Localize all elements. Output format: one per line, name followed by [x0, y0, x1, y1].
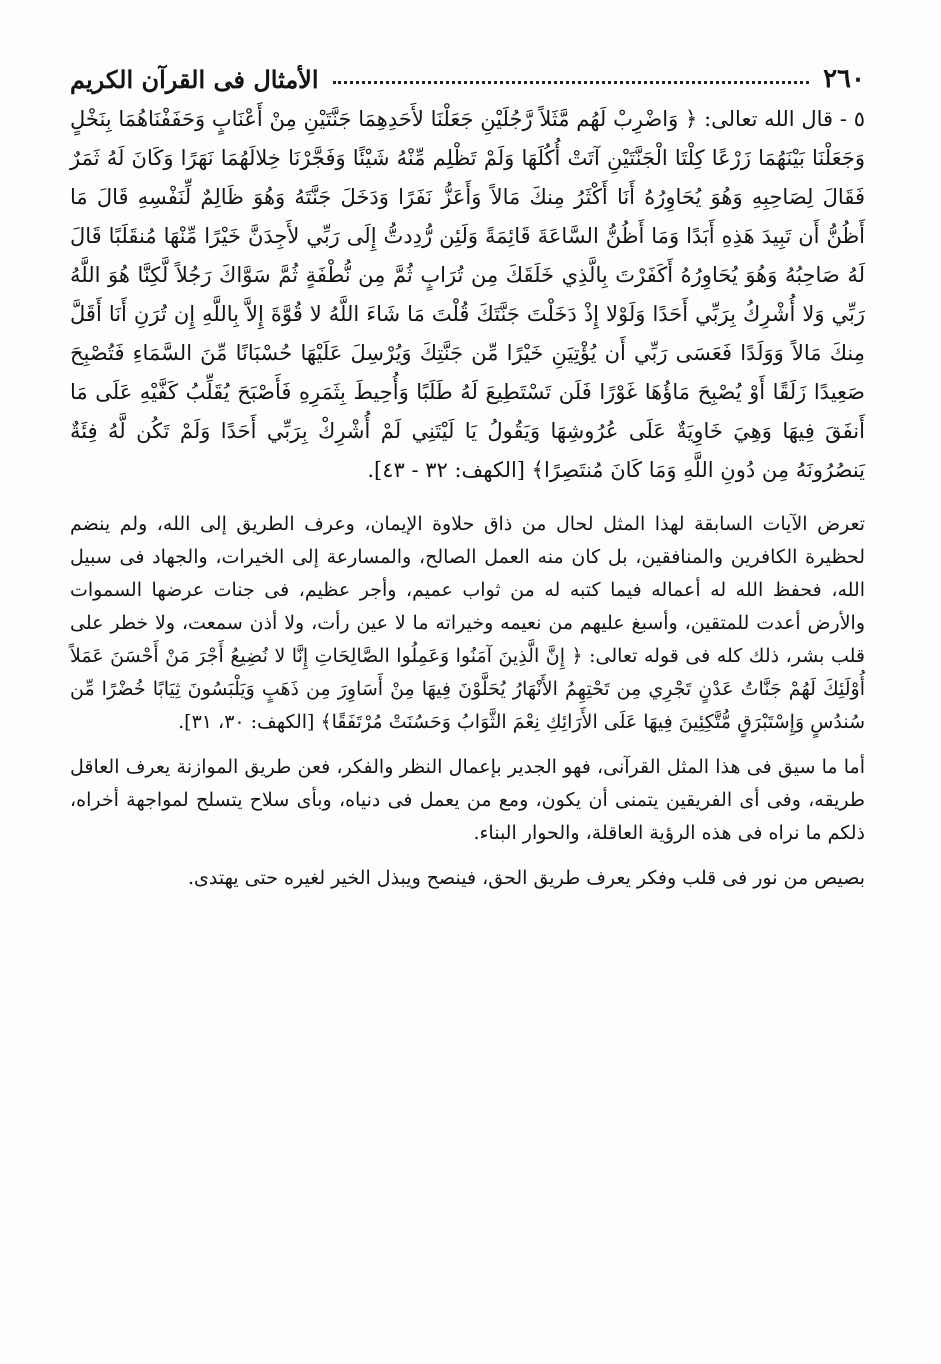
- header-dotted-leader: [333, 81, 810, 84]
- page-number: ٢٦٠: [823, 64, 865, 94]
- running-header: [70, 50, 865, 94]
- quran-verse-block: ٥ - قال الله تعالى: ﴿ وَاضْرِبْ لَهُم مَّثَلاً رَّجُلَيْنِ جَعَلْنَا لأَحَدِهِمَا جَنَّتَيْنِ مِنْ أَعْنَابٍ وَحَفَفْنَاهُمَا بِنَخْلٍ وَجَعَلْنَا بَيْنَهُمَا زَرْعًا كِلْتَا الْجَنَّتَيْنِ آتَتْ أُكُلَهَا وَلَمْ تَظْلِم مِّنْهُ شَيْئًا وَفَجَّرْنَا خِلالَهُمَا نَهَرًا وَكَانَ لَهُ ثَمَرٌ فَقَالَ لِصَاحِبِهِ وَهُوَ يُحَاوِرُهُ أَنَا أَكْثَرُ مِنكَ مَالاً وَأَعَزُّ نَفَرًا وَدَخَلَ جَنَّتَهُ وَهُوَ ظَالِمٌ لِّنَفْسِهِ قَالَ مَا أَظُنُّ أَن تَبِيدَ هَذِهِ أَبَدًا وَمَا أَظُنُّ السَّاعَةَ قَائِمَةً وَلَئِن رُّدِدتُّ إِلَى رَبِّي لأَجِدَنَّ خَيْرًا مِّنْهَا مُنقَلَبًا قَالَ لَهُ صَاحِبُهُ وَهُوَ يُحَاوِرُهُ أَكَفَرْتَ بِالَّذِي خَلَقَكَ مِن تُرَابٍ ثُمَّ مِن نُّطْفَةٍ ثُمَّ سَوَّاكَ رَجُلاً لَّكِنَّا هُوَ اللَّهُ رَبِّي وَلا أُشْرِكُ بِرَبِّي أَحَدًا وَلَوْلا إِذْ دَخَلْتَ جَنَّتَكَ قُلْتَ مَا شَاءَ اللَّهُ لا قُوَّةَ إِلاَّ بِاللَّهِ إِن تُرَنِ أَنَا أَقَلَّ مِنكَ مَالاً وَوَلَدًا فَعَسَى رَبِّي أَن يُؤْتِيَنِ خَيْرًا مِّن جَنَّتِكَ وَيُرْسِلَ عَلَيْهَا حُسْبَانًا مِّنَ السَّمَاءِ فَتُصْبِحَ صَعِيدًا زَلَقًا أَوْ يُصْبِحَ مَاؤُهَا غَوْرًا فَلَن تَسْتَطِيعَ لَهُ طَلَبًا وَأُحِيطَ بِثَمَرِهِ فَأَصْبَحَ يُقَلِّبُ كَفَّيْهِ عَلَى مَا أَنفَقَ فِيهَا وَهِيَ خَاوِيَةٌ عَلَى عُرُوشِهَا وَيَقُولُ يَا لَيْتَنِي لَمْ أُشْرِكْ بِرَبِّي أَحَدًا وَلَمْ تَكُن لَّهُ فِئَةٌ يَنصُرُونَهُ مِن دُونِ اللَّهِ وَمَا كَانَ مُنتَصِرًا﴾ [الكهف: ٣٢ - ٤٣].: [70, 107, 865, 482]
- book-title: الأمثال فى القرآن الكريم: [70, 65, 319, 94]
- commentary-paragraph-2: أما ما سيق فى هذا المثل القرآنى، فهو الجدير بإعمال النظر والفكر، فعن طريق الموازنة يعرف العاقل طريقه، وفى أى الفريقين يتمنى أن يكون، ومع من يعمل فى دنياه، وبأى سلاح يتسلح لمواجهة أخراه، ذلكم ما نراه فى هذه الرؤية العاقلة، والحوار البناء.: [70, 756, 865, 844]
- commentary-paragraph-3: بصيص من نور فى قلب وفكر يعرف طريق الحق، فينصح ويبذل الخير لغيره حتى يهتدى.: [187, 867, 865, 889]
- commentary-paragraph-1: تعرض الآيات السابقة لهذا المثل لحال من ذاق حلاوة الإيمان، وعرف الطريق إلى الله، ولم ينضم لحظيرة الكافرين والمنافقين، بل كان منه العمل الصالح، والمسارعة إلى الخيرات، والجهاد فى سبيل الله، فحفظ الله له أعماله فيما كتبه له من ثواب عميم، وأجر عظيم، فى جنات عرضها السموات والأرض أعدت للمتقين، وأسبغ عليهم من نعيمه وخيراته ما لا عين رأت، ولا أذن سمعت، ولا خطر على قلب بشر، ذلك كله فى قوله تعالى: ﴿ إِنَّ الَّذِينَ آمَنُوا وَعَمِلُوا الصَّالِحَاتِ إِنَّا لا نُضِيعُ أَجْرَ مَنْ أَحْسَنَ عَمَلاً أُوْلَئِكَ لَهُمْ جَنَّاتُ عَدْنٍ تَجْرِي مِن تَحْتِهِمُ الأَنْهَارُ يُحَلَّوْنَ فِيهَا مِنْ أَسَاوِرَ مِن ذَهَبٍ وَيَلْبَسُونَ ثِيَابًا خُضْرًا مِّن سُندُسٍ وَإِسْتَبْرَقٍ مُّتَّكِئِينَ فِيهَا عَلَى الأَرَائِكِ نِعْمَ الثَّوَابُ وَحَسُنَتْ مُرْتَفَقًا﴾ [الكهف: ٣٠، ٣١].: [70, 513, 865, 733]
- book-page: [70, 50, 865, 907]
